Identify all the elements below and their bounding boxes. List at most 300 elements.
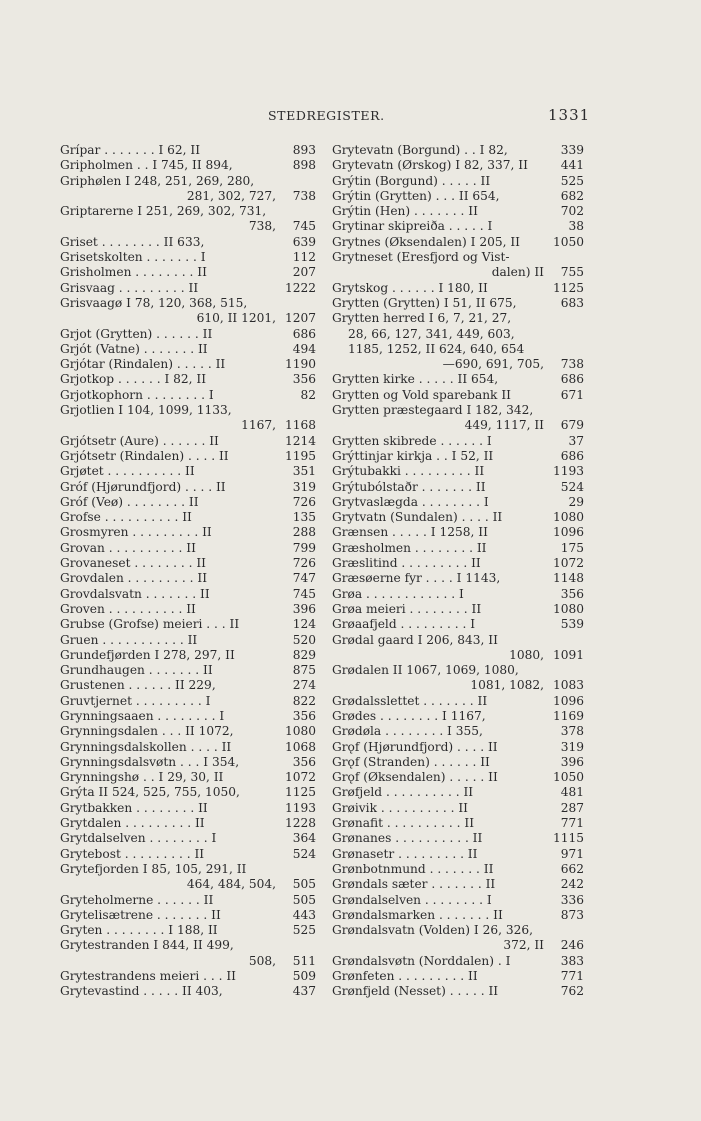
index-entry bbox=[60, 663, 316, 678]
index-entry bbox=[332, 694, 584, 709]
entry-page-ref: 1125 bbox=[284, 785, 316, 800]
entry-page-ref: 319 bbox=[560, 739, 584, 754]
entry-page-ref: 82 bbox=[300, 387, 316, 402]
entry-text: Grænsen . . . . . I 1258, II bbox=[332, 525, 488, 540]
entry-page-ref: 356 bbox=[560, 586, 584, 601]
entry-page-ref: 747 bbox=[292, 571, 316, 586]
entry-page-ref: 679 bbox=[560, 418, 584, 433]
entry-text: Grytten kirke . . . . . II 654, bbox=[332, 372, 499, 387]
index-entry bbox=[332, 434, 584, 449]
entry-text: Grubse (Grofse) meieri . . . II bbox=[60, 617, 240, 632]
entry-page-ref: 1080 bbox=[284, 724, 316, 739]
index-entry-continuation bbox=[332, 357, 584, 372]
entry-text: Grytnes (Øksendalen) I 205, II bbox=[332, 234, 520, 249]
entry-page-ref: 1096 bbox=[552, 525, 584, 540]
entry-page-ref: 1193 bbox=[284, 800, 316, 815]
index-entry bbox=[60, 617, 316, 632]
index-entry bbox=[332, 464, 584, 479]
entry-page-ref: 524 bbox=[560, 479, 584, 494]
entry-text: Grøa meieri . . . . . . . . II bbox=[332, 601, 482, 616]
index-entry bbox=[332, 801, 584, 816]
entry-page-ref: 524 bbox=[292, 846, 316, 861]
entry-text: Græsholmen . . . . . . . . II bbox=[332, 540, 487, 555]
index-entry bbox=[60, 143, 316, 158]
entry-text: Groven . . . . . . . . . . II bbox=[60, 601, 196, 616]
entry-page-ref: 175 bbox=[560, 540, 584, 555]
entry-page-ref: 702 bbox=[560, 204, 584, 219]
entry-page-ref: 683 bbox=[560, 295, 584, 310]
entry-text: Griptarerne I 251, 269, 302, 731, bbox=[60, 204, 267, 219]
index-entry bbox=[332, 740, 584, 755]
entry-text: 281, 302, 727, bbox=[186, 188, 276, 203]
index-entry bbox=[60, 342, 316, 357]
index-entry bbox=[60, 770, 316, 785]
entry-text: Grøndalsvatn (Volden) I 26, 326, bbox=[332, 923, 533, 938]
entry-text: Grytskog . . . . . . I 180, II bbox=[332, 280, 488, 295]
index-entry bbox=[60, 969, 316, 984]
index-entry bbox=[60, 327, 316, 342]
entry-page-ref: 396 bbox=[560, 754, 584, 769]
entry-page-ref: 437 bbox=[292, 984, 316, 999]
index-entry bbox=[332, 877, 584, 892]
index-entry-continuation bbox=[60, 189, 316, 204]
entry-text: Grytten præstegaard I 182, 342, bbox=[332, 403, 534, 418]
entry-text: Grýtubólstaðr . . . . . . . II bbox=[332, 479, 486, 494]
entry-text: —690, 691, 705, bbox=[442, 357, 544, 372]
entry-page-ref: 1096 bbox=[552, 693, 584, 708]
entry-text: Grytten herred I 6, 7, 21, 27, bbox=[332, 311, 512, 326]
entry-page-ref: 1050 bbox=[552, 234, 584, 249]
index-entry bbox=[332, 908, 584, 923]
index-column-right bbox=[332, 143, 584, 1000]
entry-text: Gróf (Veø) . . . . . . . . II bbox=[60, 494, 199, 509]
entry-page-ref: 378 bbox=[560, 724, 584, 739]
entry-text: Grøndalsvøtn (Norddalen) . I bbox=[332, 953, 511, 968]
index-entry bbox=[60, 571, 316, 586]
entry-text: 738, bbox=[248, 219, 276, 234]
entry-text: dalen) II bbox=[491, 265, 544, 280]
index-entry-continuation bbox=[60, 877, 316, 892]
index-entry bbox=[332, 174, 584, 189]
index-entry bbox=[332, 954, 584, 969]
entry-text: Grisvaag . . . . . . . . . II bbox=[60, 280, 199, 295]
index-entry bbox=[60, 602, 316, 617]
index-entry bbox=[60, 372, 316, 387]
index-entry bbox=[60, 510, 316, 525]
index-entry bbox=[60, 357, 316, 372]
entry-page-ref: 1072 bbox=[284, 770, 316, 785]
entry-text: Grytbakken . . . . . . . . II bbox=[60, 800, 208, 815]
index-entry-continuation bbox=[332, 648, 584, 663]
entry-page-ref: 1195 bbox=[284, 448, 316, 463]
entry-text: Gryten . . . . . . . . I 188, II bbox=[60, 923, 218, 938]
entry-page-ref: 822 bbox=[292, 693, 316, 708]
index-entry bbox=[332, 785, 584, 800]
index-entry bbox=[60, 250, 316, 265]
index-entry bbox=[60, 694, 316, 709]
index-entry bbox=[332, 388, 584, 403]
index-entry bbox=[332, 587, 584, 602]
entry-text: Grovdalen . . . . . . . . . II bbox=[60, 571, 208, 586]
entry-text: Grytebost . . . . . . . . . II bbox=[60, 846, 205, 861]
entry-text: Grytinar skipreiða . . . . . I bbox=[332, 219, 493, 234]
index-entry bbox=[332, 480, 584, 495]
index-entry bbox=[60, 678, 316, 693]
entry-text: 610, II 1201, bbox=[196, 311, 276, 326]
entry-text: Grǫf (Stranden) . . . . . . II bbox=[332, 754, 490, 769]
entry-text: 1081, 1082, bbox=[470, 678, 544, 693]
index-entry bbox=[332, 449, 584, 464]
entry-text: Grípar . . . . . . . I 62, II bbox=[60, 143, 201, 157]
index-entry bbox=[332, 633, 584, 648]
index-entry bbox=[60, 265, 316, 280]
index-entry bbox=[60, 480, 316, 495]
entry-page-ref: 686 bbox=[560, 448, 584, 463]
entry-page-ref: 971 bbox=[560, 846, 584, 861]
entry-page-ref: 509 bbox=[292, 969, 316, 984]
entry-page-ref: 873 bbox=[560, 907, 584, 922]
entry-page-ref: 441 bbox=[560, 158, 584, 173]
entry-page-ref: 1148 bbox=[552, 571, 584, 586]
entry-text: Grýtin (Grytten) . . . II 654, bbox=[332, 188, 500, 203]
entry-page-ref: 287 bbox=[560, 800, 584, 815]
entry-text: Grovaneset . . . . . . . . II bbox=[60, 556, 206, 571]
index-entry bbox=[60, 893, 316, 908]
entry-page-ref: 755 bbox=[560, 265, 584, 280]
index-entry bbox=[60, 816, 316, 831]
index-entry bbox=[60, 633, 316, 648]
entry-page-ref: 686 bbox=[292, 326, 316, 341]
entry-page-ref: 1115 bbox=[552, 831, 584, 846]
entry-text: Grytvaslægda . . . . . . . . I bbox=[332, 494, 489, 509]
index-entry-continuation bbox=[60, 954, 316, 969]
entry-text: Grjøtet . . . . . . . . . . II bbox=[60, 464, 195, 479]
entry-page-ref: 511 bbox=[292, 953, 316, 968]
entry-text: Grofse . . . . . . . . . . II bbox=[60, 510, 192, 525]
index-entry bbox=[332, 709, 584, 724]
entry-text: Grøfjeld . . . . . . . . . . II bbox=[332, 785, 474, 800]
entry-text: Grynningsdalen . . . II 1072, bbox=[60, 724, 234, 739]
index-entry bbox=[60, 296, 316, 311]
entry-page-ref: 639 bbox=[292, 234, 316, 249]
index-entry bbox=[60, 755, 316, 770]
entry-text: Grødøla . . . . . . . . I 355, bbox=[332, 724, 483, 739]
index-entry bbox=[332, 311, 584, 326]
index-entry bbox=[332, 770, 584, 785]
entry-page-ref: 1072 bbox=[552, 556, 584, 571]
entry-page-ref: 762 bbox=[560, 984, 584, 999]
entry-page-ref: 364 bbox=[292, 831, 316, 846]
entry-page-ref: 771 bbox=[560, 816, 584, 831]
entry-text: Grønfeten . . . . . . . . . II bbox=[332, 969, 478, 984]
entry-text: Græsøerne fyr . . . . I 1143, bbox=[332, 571, 501, 586]
entry-page-ref: 745 bbox=[292, 219, 316, 234]
entry-page-ref: 37 bbox=[568, 433, 584, 448]
entry-page-ref: 1228 bbox=[284, 816, 316, 831]
entry-text: 464, 484, 504, bbox=[186, 877, 276, 892]
entry-text: Grǫf (Hjørundfjord) . . . . II bbox=[332, 739, 498, 754]
index-entry bbox=[60, 204, 316, 219]
entry-text: Grjótsetr (Rindalen) . . . . II bbox=[60, 448, 229, 463]
index-entry bbox=[60, 541, 316, 556]
entry-page-ref: 682 bbox=[560, 188, 584, 203]
entry-page-ref: 539 bbox=[560, 617, 584, 632]
entry-text: Grytelisætrene . . . . . . . II bbox=[60, 907, 221, 922]
index-entry bbox=[332, 204, 584, 219]
index-entry bbox=[332, 296, 584, 311]
entry-text: Grøa . . . . . . . . . . . . I bbox=[332, 586, 464, 601]
entry-page-ref: 875 bbox=[292, 663, 316, 678]
entry-text: Grustenen . . . . . . II 229, bbox=[60, 678, 216, 693]
index-entry bbox=[60, 525, 316, 540]
index-entry-continuation bbox=[60, 219, 316, 234]
entry-page-ref: 893 bbox=[292, 143, 316, 157]
entry-text: Grynningsdalsvøtn . . . I 354, bbox=[60, 754, 240, 769]
index-entry bbox=[60, 449, 316, 464]
entry-text: Grytevastind . . . . . II 403, bbox=[60, 984, 223, 999]
entry-text: Gryteholmerne . . . . . . II bbox=[60, 892, 214, 907]
entry-page-ref: 829 bbox=[292, 647, 316, 662]
index-entry-continuation bbox=[332, 327, 584, 342]
index-entry bbox=[60, 235, 316, 250]
index-entry bbox=[332, 403, 584, 418]
entry-text: Grøivik . . . . . . . . . . II bbox=[332, 800, 468, 815]
index-entry bbox=[332, 663, 584, 678]
entry-page-ref: 525 bbox=[560, 173, 584, 188]
entry-page-ref: 38 bbox=[568, 219, 584, 234]
entry-page-ref: 124 bbox=[292, 617, 316, 632]
entry-text: Griset . . . . . . . . II 633, bbox=[60, 234, 205, 249]
index-entry bbox=[332, 816, 584, 831]
index-entry bbox=[332, 617, 584, 632]
index-entry-continuation bbox=[60, 418, 316, 433]
entry-text: Grynningsaaen . . . . . . . . I bbox=[60, 708, 225, 723]
entry-text: Grønafit . . . . . . . . . . II bbox=[332, 816, 475, 831]
index-entry bbox=[332, 556, 584, 571]
entry-text: Griphølen I 248, 251, 269, 280, bbox=[60, 173, 255, 188]
index-entry bbox=[60, 740, 316, 755]
entry-page-ref: 1207 bbox=[284, 311, 316, 326]
entry-text: 372, II bbox=[503, 938, 544, 953]
index-entry bbox=[60, 938, 316, 953]
index-entry-continuation bbox=[332, 342, 584, 357]
index-entry bbox=[60, 464, 316, 479]
entry-text: Grytefjorden I 85, 105, 291, II bbox=[60, 861, 247, 876]
entry-text: Grýtin (Borgund) . . . . . II bbox=[332, 173, 491, 188]
index-entry bbox=[60, 587, 316, 602]
index-entry-continuation bbox=[332, 938, 584, 953]
entry-text: Grynningshø . . I 29, 30, II bbox=[60, 770, 224, 785]
entry-page-ref: 336 bbox=[560, 892, 584, 907]
entry-page-ref: 1080 bbox=[552, 510, 584, 525]
entry-text: Grytdalen . . . . . . . . . II bbox=[60, 816, 205, 831]
entry-text: Gruen . . . . . . . . . . . II bbox=[60, 632, 198, 647]
entry-text: Grødes . . . . . . . . I 1167, bbox=[332, 708, 486, 723]
entry-page-ref: 505 bbox=[292, 877, 316, 892]
entry-page-ref: 207 bbox=[292, 265, 316, 280]
entry-page-ref: 1080 bbox=[552, 601, 584, 616]
entry-page-ref: 745 bbox=[292, 586, 316, 601]
entry-page-ref: 1125 bbox=[552, 280, 584, 295]
entry-text: Grytneset (Eresfjord og Vist- bbox=[332, 250, 510, 265]
entry-page-ref: 1091 bbox=[552, 647, 584, 662]
entry-page-ref: 356 bbox=[292, 372, 316, 387]
entry-text: Grisetskolten . . . . . . . I bbox=[60, 250, 206, 265]
page-number: 1331 bbox=[548, 106, 591, 124]
entry-text: Gripholmen . . I 745, II 894, bbox=[60, 158, 233, 173]
entry-page-ref: 1193 bbox=[552, 464, 584, 479]
index-entry bbox=[332, 969, 584, 984]
index-entry bbox=[60, 434, 316, 449]
entry-page-ref: 898 bbox=[292, 158, 316, 173]
index-entry bbox=[332, 281, 584, 296]
entry-page-ref: 356 bbox=[292, 708, 316, 723]
entry-text: Grøndals sæter . . . . . . . II bbox=[332, 877, 496, 892]
index-entry bbox=[60, 174, 316, 189]
entry-page-ref: 351 bbox=[292, 464, 316, 479]
entry-page-ref: 242 bbox=[560, 877, 584, 892]
entry-page-ref: 246 bbox=[560, 938, 584, 953]
index-entry bbox=[60, 724, 316, 739]
entry-text: Grytten skibrede . . . . . . I bbox=[332, 433, 492, 448]
entry-text: Grundefjørden I 278, 297, II bbox=[60, 647, 235, 662]
entry-text: Grøaafjeld . . . . . . . . . I bbox=[332, 617, 476, 632]
entry-page-ref: 494 bbox=[292, 341, 316, 356]
index-entry bbox=[332, 862, 584, 877]
entry-page-ref: 356 bbox=[292, 754, 316, 769]
entry-page-ref: 726 bbox=[292, 494, 316, 509]
index-entry bbox=[332, 847, 584, 862]
entry-text: Grovdalsvatn . . . . . . . II bbox=[60, 586, 210, 601]
entry-page-ref: 520 bbox=[292, 632, 316, 647]
entry-text: Græslitind . . . . . . . . . II bbox=[332, 556, 481, 571]
entry-page-ref: 671 bbox=[560, 387, 584, 402]
index-entry bbox=[60, 281, 316, 296]
index-entry bbox=[60, 403, 316, 418]
index-entry bbox=[60, 831, 316, 846]
entry-text: Grjot (Grytten) . . . . . . II bbox=[60, 326, 213, 341]
index-entry bbox=[60, 495, 316, 510]
index-entry bbox=[332, 923, 584, 938]
entry-text: Grytestranden I 844, II 499, bbox=[60, 938, 234, 953]
entry-page-ref: 383 bbox=[560, 953, 584, 968]
entry-page-ref: 1083 bbox=[552, 678, 584, 693]
entry-page-ref: 481 bbox=[560, 785, 584, 800]
index-entry bbox=[332, 219, 584, 234]
entry-text: Grýtin (Hen) . . . . . . . II bbox=[332, 204, 478, 219]
index-entry-continuation bbox=[332, 678, 584, 693]
entry-page-ref: 738 bbox=[292, 188, 316, 203]
entry-text: Gruvtjernet . . . . . . . . . I bbox=[60, 693, 211, 708]
index-entry-continuation bbox=[332, 265, 584, 280]
entry-text: Grjót (Vatne) . . . . . . . II bbox=[60, 341, 208, 356]
index-entry-continuation bbox=[60, 311, 316, 326]
entry-text: Grǫf (Øksendalen) . . . . . II bbox=[332, 770, 498, 785]
entry-text: 1185, 1252, II 624, 640, 654 bbox=[348, 341, 525, 356]
entry-page-ref: 799 bbox=[292, 540, 316, 555]
entry-text: Grýtubakki . . . . . . . . . II bbox=[332, 464, 485, 479]
index-entry bbox=[332, 372, 584, 387]
entry-page-ref: 505 bbox=[292, 892, 316, 907]
index-entry bbox=[332, 495, 584, 510]
entry-text: Grytdalselven . . . . . . . . I bbox=[60, 831, 217, 846]
entry-text: 449, 1117, II bbox=[464, 418, 544, 433]
entry-text: Grønasetr . . . . . . . . . II bbox=[332, 846, 478, 861]
entry-text: Grønbotnmund . . . . . . . II bbox=[332, 861, 494, 876]
entry-page-ref: 525 bbox=[292, 923, 316, 938]
entry-page-ref: 274 bbox=[292, 678, 316, 693]
entry-page-ref: 1222 bbox=[284, 280, 316, 295]
entry-text: Grundhaugen . . . . . . . II bbox=[60, 663, 213, 678]
index-entry bbox=[60, 923, 316, 938]
index-entry-continuation bbox=[332, 418, 584, 433]
index-entry bbox=[60, 648, 316, 663]
entry-page-ref: 662 bbox=[560, 861, 584, 876]
index-entry bbox=[332, 602, 584, 617]
index-entry bbox=[60, 862, 316, 877]
entry-text: Grytten og Vold sparebank II bbox=[332, 387, 511, 402]
index-entry bbox=[332, 755, 584, 770]
entry-page-ref: 771 bbox=[560, 969, 584, 984]
entry-text: Grjotkophorn . . . . . . . . I bbox=[60, 387, 214, 402]
index-entry bbox=[332, 143, 584, 158]
entry-text: 1080, bbox=[509, 647, 544, 662]
entry-page-ref: 1068 bbox=[284, 739, 316, 754]
entry-text: Grønanes . . . . . . . . . . II bbox=[332, 831, 483, 846]
index-entry bbox=[332, 893, 584, 908]
entry-text: Grytvatn (Sundalen) . . . . II bbox=[332, 510, 503, 525]
index-entry bbox=[332, 189, 584, 204]
entry-text: Grødalsslettet . . . . . . . II bbox=[332, 693, 488, 708]
entry-page-ref: 112 bbox=[292, 250, 316, 265]
index-entry bbox=[60, 801, 316, 816]
entry-page-ref: 288 bbox=[292, 525, 316, 540]
index-entry bbox=[332, 571, 584, 586]
entry-page-ref: 1169 bbox=[552, 708, 584, 723]
entry-page-ref: 726 bbox=[292, 556, 316, 571]
entry-text: Grýta II 524, 525, 755, 1050, bbox=[60, 785, 240, 800]
index-entry bbox=[332, 235, 584, 250]
index-entry bbox=[60, 785, 316, 800]
index-entry bbox=[332, 510, 584, 525]
running-header-title: STEDREGISTER. bbox=[268, 108, 385, 123]
entry-page-ref: 135 bbox=[292, 510, 316, 525]
index-entry bbox=[332, 831, 584, 846]
entry-text: Grjótar (Rindalen) . . . . . II bbox=[60, 357, 226, 372]
entry-text: Grisholmen . . . . . . . . II bbox=[60, 265, 207, 280]
index-entry bbox=[60, 908, 316, 923]
entry-text: Grovan . . . . . . . . . . II bbox=[60, 540, 196, 555]
entry-text: Grytevatn (Borgund) . . I 82, bbox=[332, 143, 508, 157]
entry-text: Grøndalsmarken . . . . . . . II bbox=[332, 907, 503, 922]
entry-text: Grytestrandens meieri . . . II bbox=[60, 969, 236, 984]
entry-page-ref: 1168 bbox=[284, 418, 316, 433]
entry-text: Grýttinjar kirkja . . I 52, II bbox=[332, 448, 494, 463]
index-entry bbox=[60, 709, 316, 724]
entry-text: Gróf (Hjørundfjord) . . . . II bbox=[60, 479, 226, 494]
entry-page-ref: 29 bbox=[568, 494, 584, 509]
entry-text: Grøndalselven . . . . . . . . I bbox=[332, 892, 492, 907]
index-entry bbox=[332, 541, 584, 556]
index-entry bbox=[60, 556, 316, 571]
entry-text: Grjótsetr (Aure) . . . . . . II bbox=[60, 433, 219, 448]
entry-page-ref: 1214 bbox=[284, 433, 316, 448]
index-entry bbox=[332, 525, 584, 540]
entry-page-ref: 396 bbox=[292, 601, 316, 616]
entry-page-ref: 319 bbox=[292, 479, 316, 494]
entry-text: Grisvaagø I 78, 120, 368, 515, bbox=[60, 295, 248, 310]
index-entry bbox=[332, 250, 584, 265]
